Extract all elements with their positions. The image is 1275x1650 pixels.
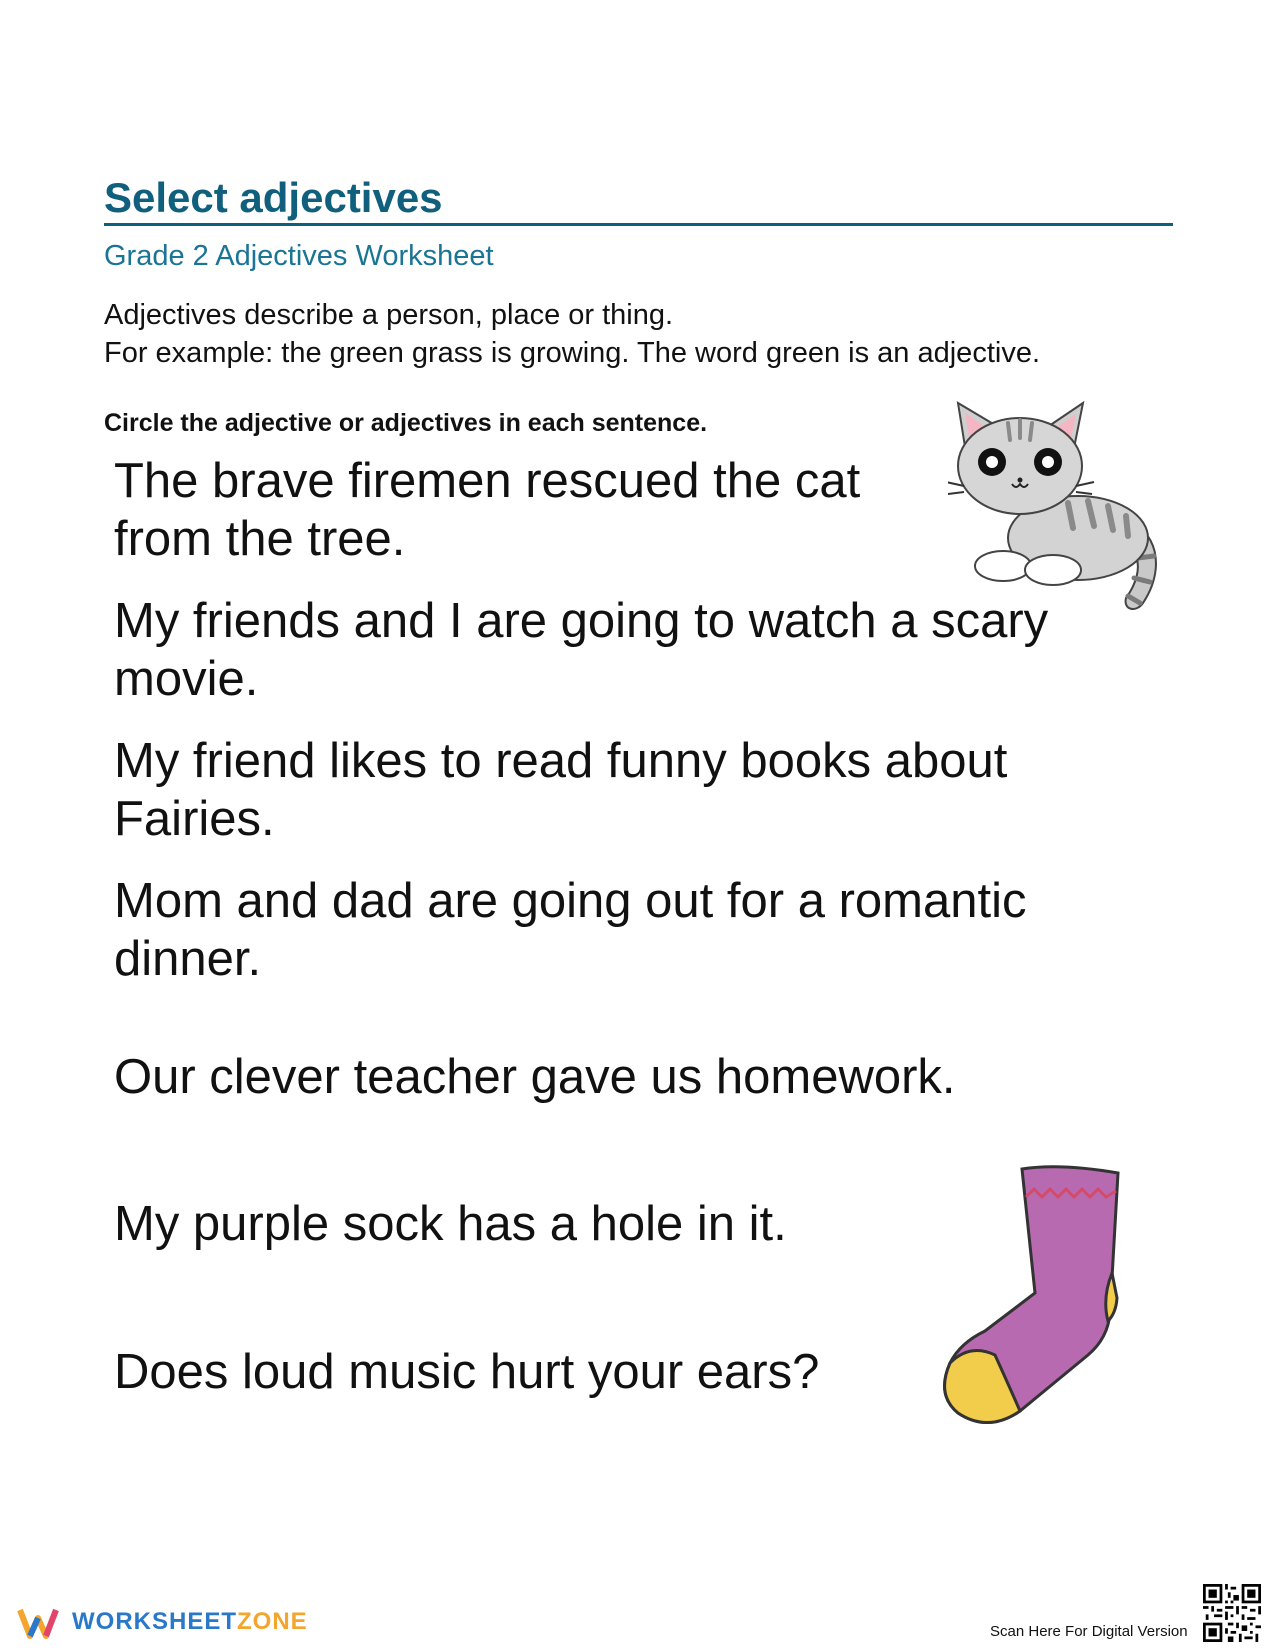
page-subtitle: Grade 2 Adjectives Worksheet xyxy=(104,240,494,272)
sentence-2[interactable]: My friends and I are going to watch a scary movie. xyxy=(114,594,1049,706)
sentence-7[interactable]: Does loud music hurt your ears? xyxy=(114,1345,820,1399)
intro-line-2: For example: the green grass is growing. The word green is an adjective. xyxy=(104,337,1041,369)
brand-name: WORKSHEETZONE xyxy=(72,1608,308,1635)
intro-line-1: Adjectives describe a person, place or thing. xyxy=(104,299,674,331)
scan-caption: Scan Here For Digital Version xyxy=(990,1623,1188,1640)
sentence-3[interactable]: My friend likes to read funny books about Fairies. xyxy=(114,734,1008,846)
sentence-5[interactable]: Our clever teacher gave us homework. xyxy=(114,1050,956,1104)
w-logo-icon xyxy=(16,1602,68,1642)
page-title: Select adjectives xyxy=(104,174,443,221)
sentence-4[interactable]: Mom and dad are going out for a romantic dinner. xyxy=(114,874,1027,986)
instruction-text: Circle the adjective or adjectives in each sentence. xyxy=(104,409,708,437)
worksheetzone-logo[interactable] xyxy=(16,1600,308,1644)
cat-illustration xyxy=(948,398,1178,620)
title-underline xyxy=(104,223,1173,226)
qr-code-icon[interactable] xyxy=(1203,1584,1261,1642)
intro-text xyxy=(104,296,1040,372)
sentence-1[interactable]: The brave firemen rescued the cat from the tree. xyxy=(114,454,861,566)
sentence-6[interactable]: My purple sock has a hole in it. xyxy=(114,1197,787,1251)
purple-sock-illustration xyxy=(940,1163,1120,1428)
